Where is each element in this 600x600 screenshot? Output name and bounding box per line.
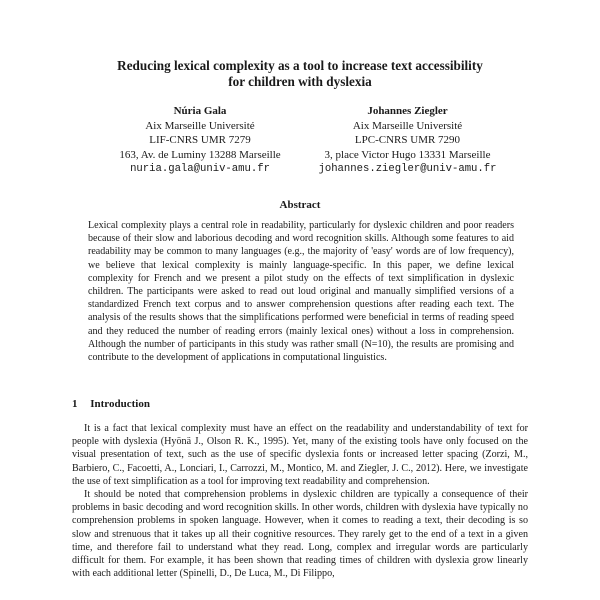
- author-address: 163, Av. de Luminy 13288 Marseille: [119, 148, 281, 161]
- introduction-body: [72, 422, 528, 580]
- paragraph: It should be noted that comprehension problems in dyslexic children are typically a consequence of their problems in basic decoding and word recognition skills. In other words, children with dyslexia have typically no comprehension problems in spoken language. However, when it comes to reading a text, their decoding is so slow and strenuous that it takes up all their cognitive resources. They rarely get to the end of a text in a given time, and therefore fail to understand what they read. Long, complex and irregular words are particularly difficult for them. For example, it has been shown that reading times of children with dyslexia grow linearly with each additional letter (Spinelli, D., De Luca, M., Di Filippo,: [72, 489, 528, 580]
- title-line-1: Reducing lexical complexity as a tool to increase text accessibility: [117, 58, 483, 73]
- author-email: nuria.gala@univ-amu.fr: [130, 163, 270, 176]
- title-line-2: for children with dyslexia: [228, 73, 372, 89]
- author-email: johannes.ziegler@univ-amu.fr: [318, 163, 497, 176]
- author-address: 3, place Victor Hugo 13331 Marseille: [324, 148, 491, 161]
- author-affiliation: Aix Marseille Université: [352, 119, 463, 132]
- paragraph: It is a fact that lexical complexity must have an effect on the readability and understandability of text for people with dyslexia (Hyönä J., Olson R. K., 1995). Yet, many of the existing tools have only focused on the visual presentation of text, such as the use of specific dyslexia fonts or increased letter spacing (Zorzi, M., Barbiero, C., Facoetti, A., Lonciari, I., Carrozzi, M., Montico, M. and Ziegler, J. C., 2012). Here, we investigate the use of text simplification as a tool for improving text readability and comprehension.: [72, 423, 528, 487]
- author-name: Johannes Ziegler: [367, 105, 448, 117]
- section-heading: [72, 398, 150, 410]
- author-lab: LIF-CNRS UMR 7279: [149, 134, 251, 147]
- author-block-1: [100, 104, 300, 177]
- author-affiliation: Aix Marseille Université: [145, 119, 255, 132]
- abstract-text: Lexical complexity plays a central role in readability, particularly for dyslexic children and poor readers because of their slow and laborious decoding and word recognition skills. Although some features to aid readability may be common to many languages (e.g., the majority of 'easy' words are of low frequency), we believe that lexical complexity is mainly language-specific. In this paper, we define lexical complexity for French and we present a pilot study on the effects of text simplification in dyslexic children. The participants were asked to read out loud original and manually simplified versions of a standardized French text corpus and to answer comprehension questions after reading each text. The analysis of the results shows that the simplifications performed were beneficial in terms of reading speed and they reduced the number of reading errors (mainly lexical ones) without a loss in comprehension. Although the number of participants in this study was rather small (N=10), the results are promising and contribute to the development of applications in computational linguistics.: [88, 220, 514, 364]
- paper-title: [0, 58, 600, 89]
- section-title: Introduction: [90, 398, 150, 410]
- abstract-heading: Abstract: [279, 199, 321, 211]
- author-name: Núria Gala: [173, 105, 227, 117]
- section-number: 1: [72, 398, 78, 410]
- author-lab: LPC-CNRS UMR 7290: [354, 134, 461, 147]
- author-block-2: [305, 104, 510, 177]
